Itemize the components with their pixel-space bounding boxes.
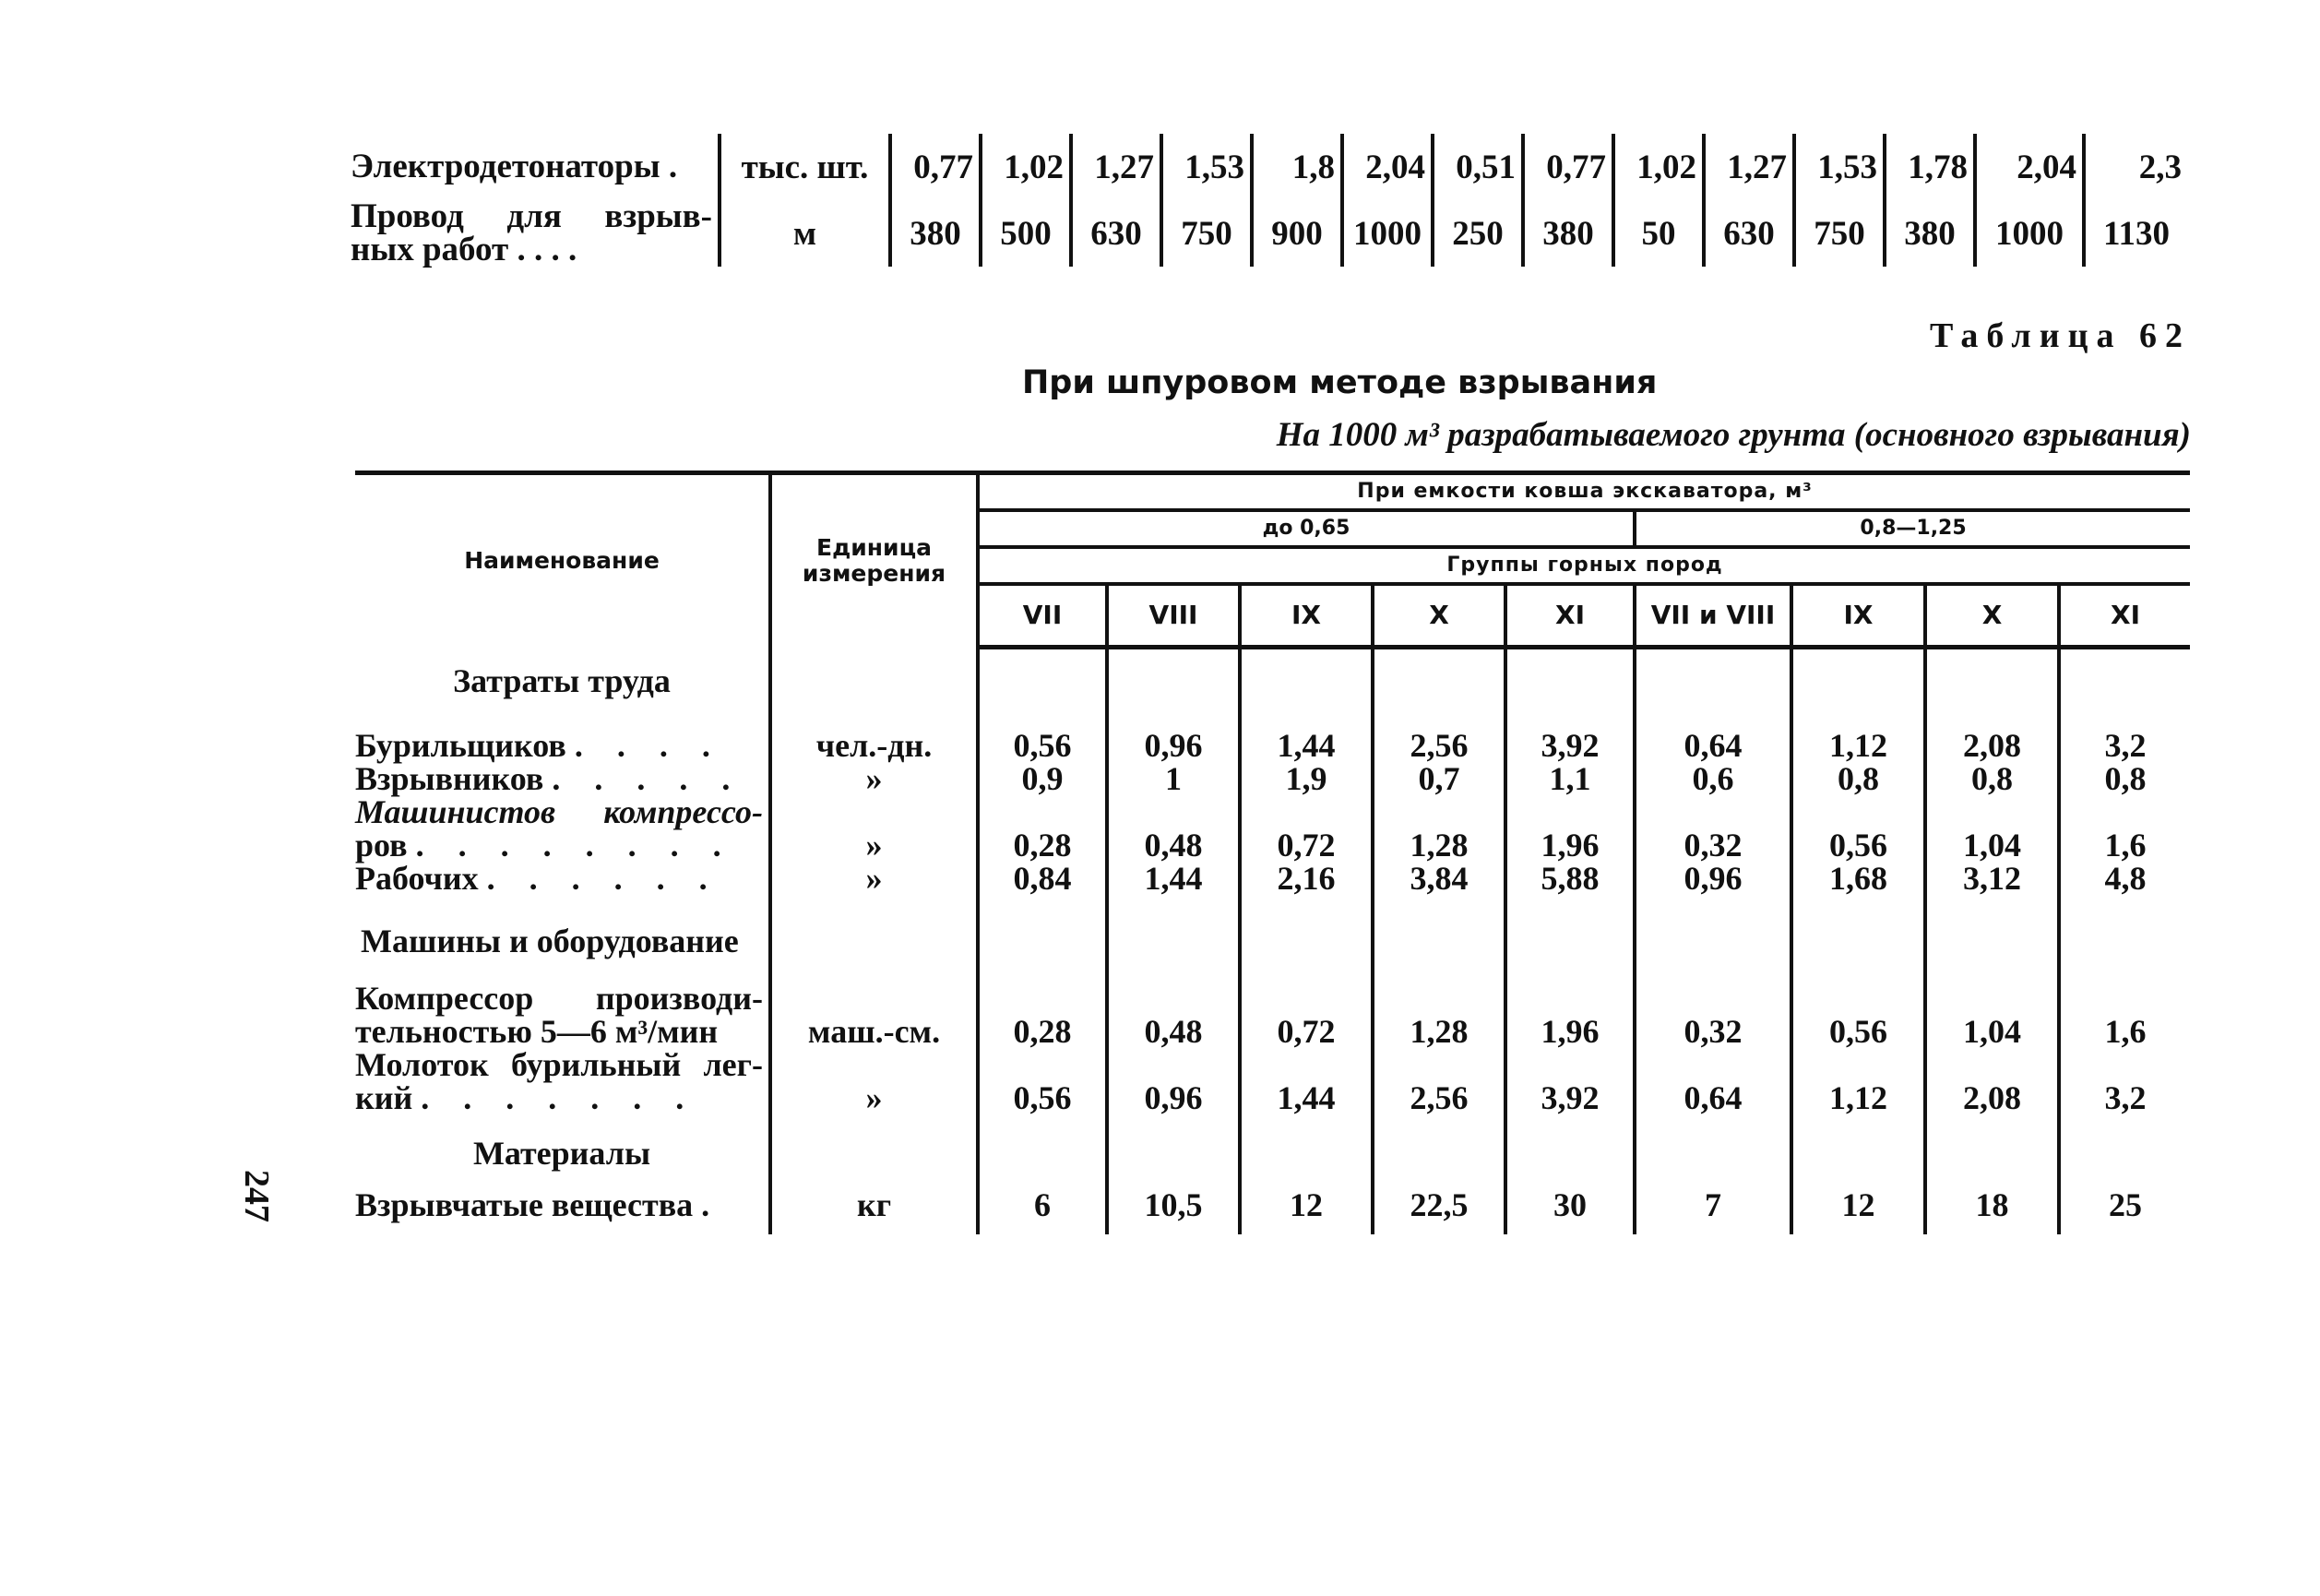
value-cell: 630	[1704, 200, 1794, 267]
value-cell: 0,32	[1635, 965, 1791, 1048]
table-row	[351, 200, 2187, 267]
leader-dots: . . . . . .	[486, 859, 720, 897]
value-cell: 750	[1794, 200, 1885, 267]
value-cell: 0,48	[1107, 795, 1240, 862]
value-cell: 0,96	[1107, 705, 1240, 762]
value-cell: 4,8	[2059, 862, 2190, 895]
value-cell: 0,8	[1791, 762, 1925, 795]
table-row	[355, 1177, 2190, 1234]
unit-cell: кг	[770, 1177, 978, 1234]
unit-cell: »	[770, 762, 978, 795]
leader-dots: . . . . . . . .	[415, 826, 734, 864]
header-rock-group: X	[1373, 584, 1505, 648]
value-cell: 0,72	[1240, 965, 1373, 1048]
header-name: Наименование	[464, 547, 660, 575]
value-cell: 3,92	[1505, 1048, 1635, 1114]
unit-cell: »	[770, 795, 978, 862]
value-cell: 1,68	[1791, 862, 1925, 895]
value-cell: 0,32	[1635, 795, 1791, 862]
header-rock-group: X	[1925, 584, 2059, 648]
leader-dots: .	[701, 1185, 710, 1223]
row-name-text: ров	[355, 826, 408, 864]
row-name-text: ных работ	[351, 231, 509, 268]
table-row	[351, 134, 2187, 200]
header-rock-groups: Группы горных пород	[978, 547, 2190, 584]
value-cell: 0,51	[1433, 134, 1523, 200]
value-cell: 0,56	[978, 1048, 1107, 1114]
table-row	[355, 862, 2190, 895]
value-cell: 1,96	[1505, 965, 1635, 1048]
value-cell: 5,88	[1505, 862, 1635, 895]
table-subtitle: На 1000 м³ разрабатываемого грунта (основного взрывания)	[1276, 416, 2191, 454]
value-cell: 3,92	[1505, 705, 1635, 762]
value-cell: 1,12	[1791, 705, 1925, 762]
value-cell: 0,77	[890, 134, 981, 200]
table-number: Таблица 62	[1929, 316, 2191, 355]
value-cell: 3,84	[1373, 862, 1505, 895]
value-cell: 1,28	[1373, 795, 1505, 862]
row-name	[355, 759, 770, 797]
value-cell: 750	[1161, 200, 1252, 267]
unit-cell: »	[770, 1048, 978, 1114]
row-name	[351, 197, 720, 268]
row-name-line1: Машинистов компрессо-	[355, 792, 763, 830]
value-cell: 380	[1523, 200, 1613, 267]
value-cell: 0,8	[1925, 762, 2059, 795]
value-cell: 2,56	[1373, 705, 1505, 762]
unit-cell: м	[720, 200, 890, 267]
value-cell: 500	[981, 200, 1071, 267]
header-rock-group: IX	[1240, 584, 1373, 648]
table-title: При шпуровом методе взрывания	[1022, 364, 1658, 401]
row-name-line1: Молоток бурильный лег-	[355, 1045, 763, 1083]
section-title: Материалы	[472, 1134, 651, 1172]
value-cell: 1,04	[1925, 795, 2059, 862]
value-cell: 30	[1505, 1177, 1635, 1234]
header-unit: Единица измерения	[770, 473, 978, 648]
value-cell: 1,6	[2059, 795, 2190, 862]
value-cell: 7	[1635, 1177, 1791, 1234]
header-capacity-group: 0,8—1,25	[1635, 510, 2190, 547]
value-cell: 12	[1240, 1177, 1373, 1234]
value-cell: 1,27	[1704, 134, 1794, 200]
value-cell: 0,56	[978, 705, 1107, 762]
value-cell: 1,9	[1240, 762, 1373, 795]
header-rock-group: XI	[1505, 584, 1635, 648]
leader-dots: . . . . .	[552, 759, 744, 797]
section-row	[355, 648, 2190, 705]
value-cell: 25	[2059, 1177, 2190, 1234]
section-title: Затраты труда	[453, 661, 671, 699]
header-rock-group: VIII	[1107, 584, 1240, 648]
row-name-text: Электродетонаторы	[351, 148, 660, 185]
value-cell: 0,77	[1523, 134, 1613, 200]
norms-table	[355, 470, 2190, 1234]
value-cell: 0,7	[1373, 762, 1505, 795]
leader-dots: . . . . . . .	[421, 1078, 697, 1116]
row-name-text: Рабочих	[355, 859, 479, 897]
header-rock-group: XI	[2059, 584, 2190, 648]
value-cell: 3,12	[1925, 862, 2059, 895]
table-row	[355, 965, 2190, 1048]
value-cell: 6	[978, 1177, 1107, 1234]
row-name	[355, 792, 770, 864]
value-cell: 0,64	[1635, 705, 1791, 762]
value-cell: 0,6	[1635, 762, 1791, 795]
header-row	[355, 473, 2190, 511]
table-row	[355, 762, 2190, 795]
value-cell: 2,16	[1240, 862, 1373, 895]
value-cell: 1,96	[1505, 795, 1635, 862]
row-name	[355, 965, 770, 1048]
unit-cell: чел.-дн.	[770, 705, 978, 762]
value-cell: 0,9	[978, 762, 1107, 795]
leader-dots: . . . .	[517, 231, 577, 268]
value-cell: 3,2	[2059, 1048, 2190, 1114]
header-rock-group: VII	[978, 584, 1107, 648]
table-row	[355, 1048, 2190, 1114]
section-row	[355, 1114, 2190, 1177]
value-cell: 0,84	[978, 862, 1107, 895]
row-name-text: Взрывников	[355, 759, 544, 797]
value-cell: 2,04	[1975, 134, 2084, 200]
row-name	[351, 134, 720, 200]
row-name	[355, 1177, 770, 1234]
value-cell: 380	[1885, 200, 1975, 267]
value-cell: 1,53	[1161, 134, 1252, 200]
value-cell: 0,56	[1791, 965, 1925, 1048]
value-cell: 1,44	[1240, 705, 1373, 762]
value-cell: 1,12	[1791, 1048, 1925, 1114]
value-cell: 1,02	[1613, 134, 1704, 200]
value-cell: 1,6	[2059, 965, 2190, 1048]
value-cell: 1,8	[1252, 134, 1342, 200]
value-cell: 630	[1071, 200, 1161, 267]
value-cell: 1130	[2084, 200, 2187, 267]
value-cell: 1,28	[1373, 965, 1505, 1048]
value-cell: 0,72	[1240, 795, 1373, 862]
value-cell: 1,04	[1925, 965, 2059, 1048]
value-cell: 0,28	[978, 965, 1107, 1048]
continuation-table	[351, 134, 2187, 267]
value-cell: 50	[1613, 200, 1704, 267]
value-cell: 1000	[1342, 200, 1433, 267]
value-cell: 0,48	[1107, 965, 1240, 1048]
value-cell: 1,78	[1885, 134, 1975, 200]
value-cell: 3,2	[2059, 705, 2190, 762]
row-name-text: Взрывчатые вещества	[355, 1185, 694, 1223]
unit-cell: маш.-см.	[770, 965, 978, 1048]
value-cell: 0,96	[1635, 862, 1791, 895]
value-cell: 2,08	[1925, 705, 2059, 762]
value-cell: 1,53	[1794, 134, 1885, 200]
row-name	[355, 1045, 770, 1116]
row-name-text: Бурильщиков	[355, 726, 566, 764]
value-cell: 1,1	[1505, 762, 1635, 795]
header-rock-group: IX	[1791, 584, 1925, 648]
header-capacity-group: до 0,65	[978, 510, 1635, 547]
value-cell: 900	[1252, 200, 1342, 267]
header-bucket-capacity: При емкости ковша экскаватора, м³	[978, 473, 2190, 511]
value-cell: 0,28	[978, 795, 1107, 862]
section-title: Машины и оборудование	[361, 922, 739, 959]
value-cell: 250	[1433, 200, 1523, 267]
leader-dots: .	[668, 148, 678, 185]
row-name-text: кий	[355, 1078, 413, 1116]
row-name-line1: Компрессор производи-	[355, 979, 763, 1017]
table-row	[355, 795, 2190, 862]
unit-cell: тыс. шт.	[720, 134, 890, 200]
row-name	[355, 859, 770, 897]
unit-cell: »	[770, 862, 978, 895]
value-cell: 10,5	[1107, 1177, 1240, 1234]
table-row	[355, 705, 2190, 762]
value-cell: 0,8	[2059, 762, 2190, 795]
value-cell: 2,04	[1342, 134, 1433, 200]
value-cell: 2,08	[1925, 1048, 2059, 1114]
value-cell: 0,56	[1791, 795, 1925, 862]
value-cell: 22,5	[1373, 1177, 1505, 1234]
leader-dots: . . . .	[574, 726, 723, 764]
value-cell: 1	[1107, 762, 1240, 795]
header-rock-group: VII и VIII	[1635, 584, 1791, 648]
value-cell: 2,56	[1373, 1048, 1505, 1114]
value-cell: 1,02	[981, 134, 1071, 200]
value-cell: 18	[1925, 1177, 2059, 1234]
row-name-line1: Провод для взрыв-	[351, 197, 712, 235]
value-cell: 2,3	[2084, 134, 2187, 200]
value-cell: 0,96	[1107, 1048, 1240, 1114]
value-cell: 380	[890, 200, 981, 267]
row-name-text: тельностью 5—6 м³/мин	[355, 1012, 719, 1050]
row-name	[355, 705, 770, 762]
value-cell: 1,44	[1107, 862, 1240, 895]
value-cell: 0,64	[1635, 1048, 1791, 1114]
section-row	[355, 895, 2190, 965]
value-cell: 1,27	[1071, 134, 1161, 200]
value-cell: 12	[1791, 1177, 1925, 1234]
value-cell: 1,44	[1240, 1048, 1373, 1114]
page-number: 247	[237, 1170, 276, 1222]
value-cell: 1000	[1975, 200, 2084, 267]
